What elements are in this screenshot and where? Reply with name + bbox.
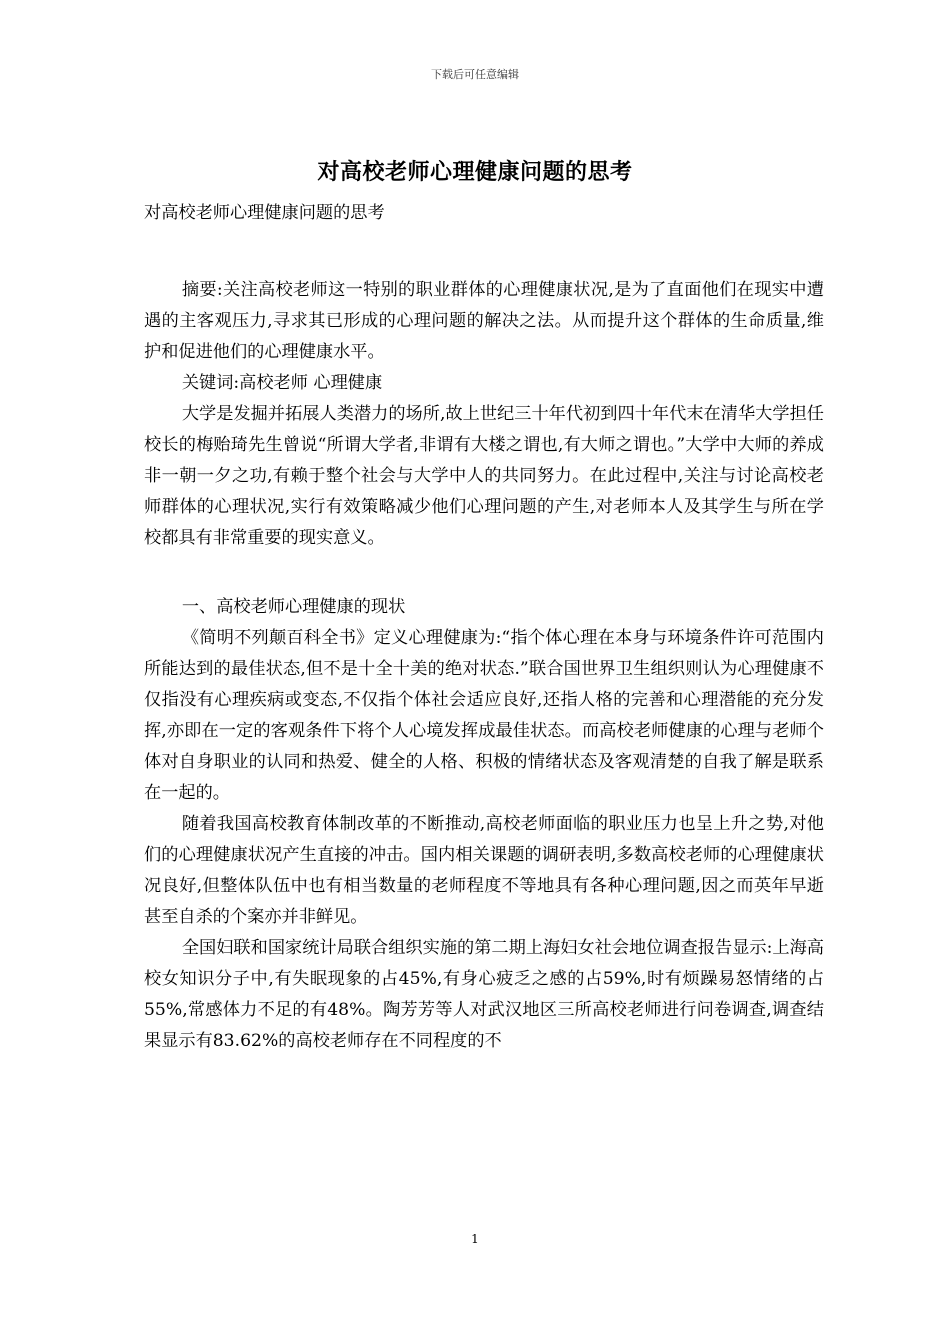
keywords-line: 关键词:高校老师 心理健康 [181,373,383,393]
body-paragraph: 《简明不列颠百科全书》定义心理健康为:“指个体心理在本身与环境条件许可范围内所能达到的最佳状态,但不是十全十美的绝对状态.”联合国世界卫生组织则认为心理健康不仅指没有心理疾病或变态,不仅指个体社会适应良好,还指人格的完善和心理潜能的充分发挥,亦即在一定的客观条件下将个人心境发挥成最佳状态。而高校老师健康的心理与老师个体对自身职业的认同和热爱、健全的人格、积极的情绪状态及客观清楚的自我了解是联系在一起的。 [144,628,824,803]
body-paragraph: 全国妇联和国家统计局联合组织实施的第二期上海妇女社会地位调查报告显示:上海高校女知识分子中,有失眠现象的占45%,有身心疲乏之感的占59%,时有烦躁易怒情绪的占55%,常感体力不足的有48%。陶芳芳等人对武汉地区三所高校老师进行问卷调查,调查结果显示有83.62%的高校老师存在不同程度的不 [144,938,824,1051]
body-paragraph: 随着我国高校教育体制改革的不断推动,高校老师面临的职业压力也呈上升之势,对他们的心理健康状况产生直接的冲击。国内相关课题的调研表明,多数高校老师的心理健康状况良好,但整体队伍中也有相当数量的老师程度不等地具有各种心理问题,因之而英年早逝甚至自杀的个案亦并非鲜见。 [144,814,824,927]
spacer [144,229,824,275]
page-number: 1 [471,1232,479,1246]
subtitle: 对高校老师心理健康问题的思考 [144,203,385,223]
document-title: 对高校老师心理健康问题的思考 [317,159,633,185]
abstract-paragraph: 摘要:关注高校老师这一特别的职业群体的心理健康状况,是为了直面他们在现实中遭遇的主客观压力,寻求其已形成的心理问题的解决之法。从而提升这个群体的生命质量,维护和促进他们的心理健康水平。 [144,280,824,362]
document-body [144,198,824,1057]
section-heading: 一、高校老师心理健康的现状 [181,597,406,617]
intro-paragraph: 大学是发掘并拓展人类潜力的场所,故上世纪三十年代初到四十年代末在清华大学担任校长的梅贻琦先生曾说“所谓大学者,非谓有大楼之谓也,有大师之谓也。”大学中大师的养成非一朝一夕之功,有赖于整个社会与大学中人的共同努力。在此过程中,关注与讨论高校老师群体的心理状况,实行有效策略减少他们心理问题的产生,对老师本人及其学生与所在学校都具有非常重要的现实意义。 [144,404,824,548]
spacer [144,554,824,592]
header-note: 下载后可任意编辑 [431,68,519,81]
